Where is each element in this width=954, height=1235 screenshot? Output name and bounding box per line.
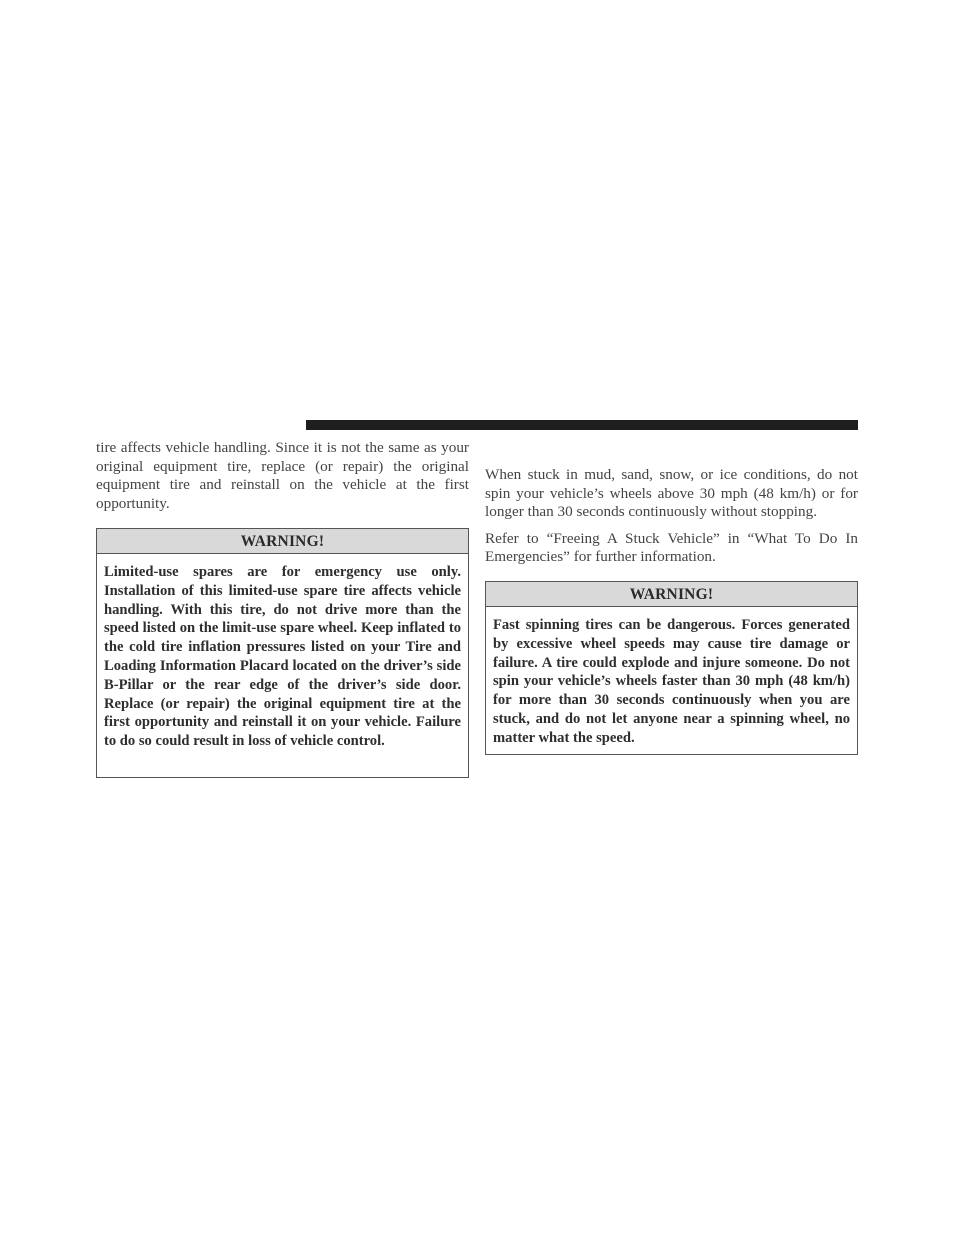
warning-title: WARNING! (97, 529, 468, 554)
stuck-vehicle-paragraph: When stuck in mud, sand, snow, or ice conditions, do not spin your vehicle’s wheels above 30 mph (48 km/h) or for longer than 30 seconds continuously without stopping. (485, 466, 858, 521)
warning-body: Limited-use spares are for emergency use only. Installation of this limited-use spare tire affects vehicle handling. With this tire, do not drive more than the speed listed on the limit-use spare wheel. Keep inflated to the cold tire inflation pressures listed on your Tire and Loading Information Placard located on the driver’s side B-Pillar or the rear edge of the driver’s side door. Replace (or repair) the original equipment tire at the first opportunity and reinstall it on your vehicle. Failure to do so could result in loss of vehicle control. (104, 564, 461, 750)
left-column (96, 439, 469, 513)
warning-body: Fast spinning tires can be dangerous. Forces generated by excessive wheel speeds may cause tire damage or failure. A tire could explode and injure someone. Do not spin your vehicle’s wheels faster than 30 mph (48 km/h) for more than 30 seconds continuously when you are stuck, and do not let anyone near a spinning wheel, no matter what the speed. (493, 617, 850, 746)
section-header-bar (306, 420, 858, 430)
spare-tire-warning-box (96, 528, 469, 778)
refer-paragraph: Refer to “Freeing A Stuck Vehicle” in “What To Do In Emergencies” for further information. (485, 529, 858, 566)
right-column (485, 466, 858, 567)
warning-title: WARNING! (486, 582, 857, 607)
intro-paragraph: tire affects vehicle handling. Since it is not the same as your original equipment tire, replace (or repair) the original equipment tire and reinstall on the vehicle at the first opportunity. (96, 439, 469, 512)
spinning-tires-warning-box (485, 581, 858, 755)
